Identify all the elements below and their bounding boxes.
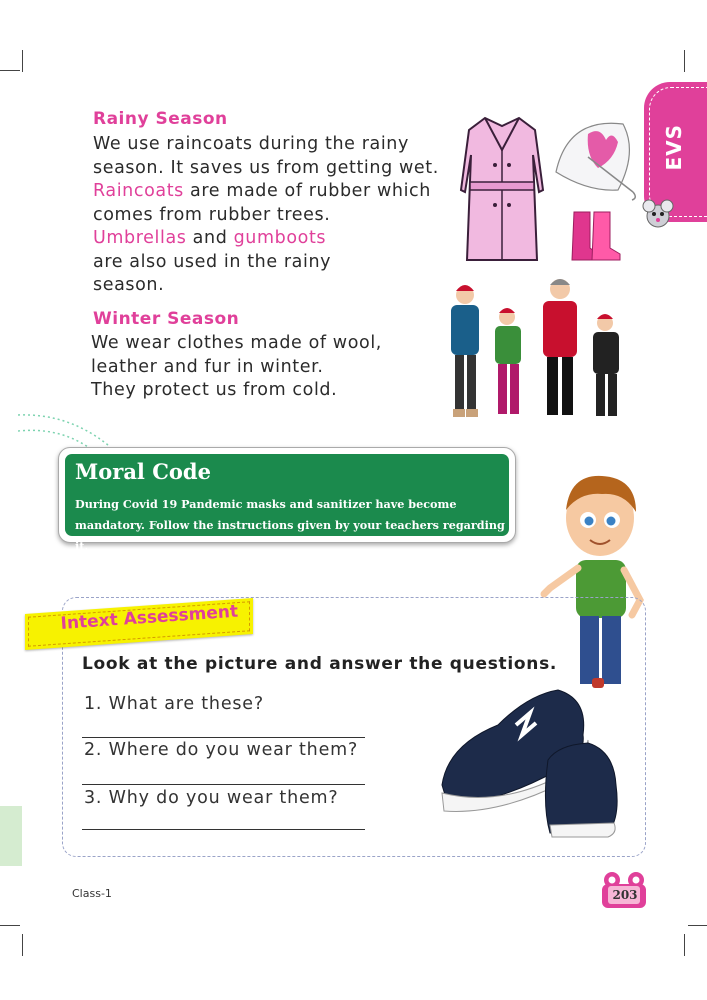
rainy-season-heading: Rainy Season (93, 109, 228, 129)
subject-tab-label: EVS (662, 124, 686, 171)
rainy-season-paragraph: We use raincoats during the rainy season. It saves us from getting wet. Raincoats are made of rubber which comes from rubber trees. Umbrellas and gumboots are also used in the rainy season. (93, 134, 439, 295)
moral-code-text: During Covid 19 Pandemic masks and sanitizer have become mandatory. Follow the instructions given by your teachers regarding it. (75, 497, 505, 553)
crop-mark (684, 934, 685, 956)
answer-line-1 (82, 737, 365, 738)
crop-mark (22, 934, 23, 956)
crop-mark (0, 70, 20, 71)
intext-assessment-label: Intext Assessment (60, 601, 239, 634)
page-number: 203 (612, 888, 638, 902)
question-3: 3. Why do you wear them? (84, 788, 339, 808)
answer-line-3 (82, 829, 365, 830)
question-1: 1. What are these? (84, 694, 264, 714)
crop-mark (684, 50, 685, 72)
crop-mark (0, 925, 20, 926)
moral-code-box (58, 447, 516, 553)
assessment-instruction: Look at the picture and answer the questions. (82, 654, 558, 674)
crop-mark (688, 925, 707, 926)
moral-code-title: Moral Code (75, 459, 211, 484)
winter-season-paragraph: We wear clothes made of wool, leather and fur in winter. They protect us from cold. (91, 333, 382, 400)
page-edge-strip (0, 806, 22, 866)
winter-season-heading: Winter Season (93, 309, 240, 329)
children-in-winter-clothes-image (425, 275, 630, 430)
raincoat-image (455, 110, 550, 265)
mouse-mascot-icon (640, 196, 676, 232)
answer-line-2 (82, 784, 365, 785)
crop-mark (22, 50, 23, 72)
sports-shoes-image (438, 685, 628, 840)
umbrella-image (548, 112, 643, 202)
class-label: Class-1 (72, 887, 112, 900)
question-2: 2. Where do you wear them? (84, 740, 359, 760)
gumboots-image (568, 208, 623, 263)
